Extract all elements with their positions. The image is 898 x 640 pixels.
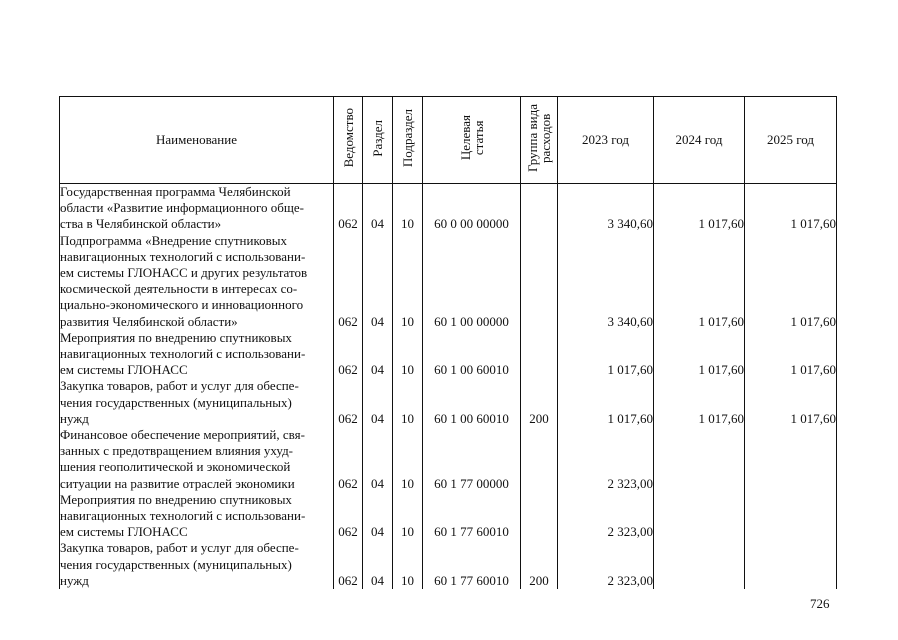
cell-razdel: 04: [363, 427, 393, 492]
cell-celevaya-statya: 60 1 00 60010: [423, 330, 521, 379]
row-name: [60, 330, 334, 379]
row-name-line: космической деятельности в интересах со-: [60, 281, 298, 297]
row-name-line: Финансовое обеспечение мероприятий, свя-: [60, 427, 305, 443]
row-name-line: Подпрограмма «Внедрение спутниковых: [60, 232, 287, 248]
row-name: [60, 427, 334, 492]
cell-vedomstvo: 062: [334, 330, 363, 379]
header-razdel-text: Раздел: [370, 119, 385, 157]
page-number: 726: [810, 596, 830, 611]
cell-razdel: 04: [363, 233, 393, 330]
row-name-line: ем системы ГЛОНАСС: [60, 524, 188, 540]
cell-gruppa: [521, 184, 558, 233]
cell-2025: [745, 492, 837, 541]
table-row: [60, 427, 837, 492]
cell-vedomstvo: 062: [334, 378, 363, 427]
row-name-line: Мероприятия по внедрению спутниковых: [60, 329, 292, 345]
cell-2024: 1 017,60: [654, 330, 745, 379]
row-name-line: навигационных технологий с использовани-: [60, 248, 306, 264]
cell-podrazdel: 10: [393, 492, 423, 541]
cell-2025: 1 017,60: [745, 378, 837, 427]
cell-celevaya-statya: 60 1 00 00000: [423, 233, 521, 330]
row-name-line: Мероприятия по внедрению спутниковых: [60, 491, 292, 507]
cell-gruppa: [521, 330, 558, 379]
row-name-line: ства в Челябинской области»: [60, 216, 222, 232]
row-name-line: Закупка товаров, работ и услуг для обеспе-: [60, 378, 299, 394]
header-gruppa-label: [526, 104, 552, 172]
row-name: [60, 540, 334, 589]
cell-2025: [745, 540, 837, 589]
header-gruppa-line1: Группа вида: [525, 104, 540, 172]
cell-celevaya-statya: 60 1 00 60010: [423, 378, 521, 427]
cell-vedomstvo: 062: [334, 540, 363, 589]
row-name: [60, 184, 334, 233]
cell-celevaya-statya: 60 1 77 60010: [423, 540, 521, 589]
cell-2024: [654, 427, 745, 492]
row-name-line: ситуации на развитие отраслей экономики: [60, 475, 295, 491]
header-celevaya-line2: статья: [470, 120, 486, 156]
cell-razdel: 04: [363, 540, 393, 589]
row-name-line: чения государственных (муниципальных): [60, 394, 292, 410]
cell-podrazdel: 10: [393, 540, 423, 589]
table-row: [60, 233, 837, 330]
cell-celevaya-statya: 60 0 00 00000: [423, 184, 521, 233]
row-name-line: ем системы ГЛОНАСС: [60, 362, 188, 378]
cell-2023: 2 323,00: [558, 427, 654, 492]
cell-celevaya-statya: 60 1 77 60010: [423, 492, 521, 541]
cell-vedomstvo: 062: [334, 492, 363, 541]
header-celevaya: [423, 97, 521, 184]
header-gruppa: [521, 97, 558, 184]
cell-gruppa: 200: [521, 378, 558, 427]
row-name: [60, 233, 334, 330]
cell-razdel: 04: [363, 330, 393, 379]
cell-2024: 1 017,60: [654, 184, 745, 233]
cell-gruppa: [521, 427, 558, 492]
cell-podrazdel: 10: [393, 378, 423, 427]
header-podrazdel: [393, 97, 423, 184]
cell-podrazdel: 10: [393, 427, 423, 492]
header-name-label: Наименование: [156, 132, 237, 147]
cell-podrazdel: 10: [393, 233, 423, 330]
header-razdel: [363, 97, 393, 184]
table-row: [60, 540, 837, 589]
header-podrazdel-label: [401, 109, 414, 167]
cell-2024: 1 017,60: [654, 378, 745, 427]
row-name-line: циально-экономического и инновационного: [60, 297, 304, 313]
header-2025: [745, 97, 837, 184]
table-row: [60, 184, 837, 233]
row-name-line: Государственная программа Челябинской: [60, 184, 291, 199]
cell-vedomstvo: 062: [334, 184, 363, 233]
cell-2023: 1 017,60: [558, 330, 654, 379]
row-name-line: занных с предотвращением влияния ухуд-: [60, 443, 294, 459]
header-vedomstvo-label: [342, 108, 355, 167]
cell-vedomstvo: 062: [334, 233, 363, 330]
cell-podrazdel: 10: [393, 330, 423, 379]
header-2023: [558, 97, 654, 184]
cell-2025: [745, 427, 837, 492]
cell-2025: 1 017,60: [745, 233, 837, 330]
cell-gruppa: 200: [521, 540, 558, 589]
table-row: [60, 330, 837, 379]
row-name-line: чения государственных (муниципальных): [60, 556, 292, 572]
row-name-line: ем системы ГЛОНАСС и других результатов: [60, 265, 308, 281]
cell-2023: 3 340,60: [558, 184, 654, 233]
cell-2023: 2 323,00: [558, 492, 654, 541]
table-row: [60, 492, 837, 541]
cell-2023: 3 340,60: [558, 233, 654, 330]
cell-2025: 1 017,60: [745, 184, 837, 233]
cell-2024: 1 017,60: [654, 233, 745, 330]
header-razdel-label: [371, 120, 384, 157]
header-celevaya-line1: Целевая: [457, 115, 473, 161]
row-name-line: навигационных технологий с использовани-: [60, 508, 306, 524]
cell-podrazdel: 10: [393, 184, 423, 233]
row-name-line: шения геополитической и экономической: [60, 459, 291, 475]
budget-table: [59, 96, 837, 589]
table-row: [60, 378, 837, 427]
header-celevaya-label: [459, 115, 485, 160]
cell-razdel: 04: [363, 378, 393, 427]
header-vedomstvo: [334, 97, 363, 184]
header-podrazdel-text: Подраздел: [400, 108, 415, 168]
row-name-line: области «Развитие информационного обще-: [60, 200, 304, 216]
header-name: [60, 97, 334, 184]
header-2023-label: 2023 год: [582, 132, 629, 147]
row-name-line: навигационных технологий с использовани-: [60, 346, 306, 362]
row-name-line: Закупка товаров, работ и услуг для обеспе-: [60, 540, 299, 556]
row-name: [60, 378, 334, 427]
cell-2023: 1 017,60: [558, 378, 654, 427]
header-2025-label: 2025 год: [767, 132, 814, 147]
row-name-line: развития Челябинской области»: [60, 313, 238, 329]
cell-2025: 1 017,60: [745, 330, 837, 379]
cell-2023: 2 323,00: [558, 540, 654, 589]
header-2024: [654, 97, 745, 184]
row-name-line: нужд: [60, 410, 89, 426]
header-vedomstvo-text: Ведомство: [340, 108, 356, 168]
header-gruppa-line2: расходов: [538, 113, 553, 163]
cell-vedomstvo: 062: [334, 427, 363, 492]
row-name: [60, 492, 334, 541]
header-row: [60, 97, 837, 184]
cell-gruppa: [521, 492, 558, 541]
header-2024-label: 2024 год: [675, 132, 723, 147]
cell-razdel: 04: [363, 492, 393, 541]
table-body: [60, 184, 837, 590]
cell-2024: [654, 492, 745, 541]
cell-gruppa: [521, 233, 558, 330]
cell-celevaya-statya: 60 1 77 00000: [423, 427, 521, 492]
row-name-line: нужд: [60, 572, 89, 588]
cell-razdel: 04: [363, 184, 393, 233]
cell-2024: [654, 540, 745, 589]
